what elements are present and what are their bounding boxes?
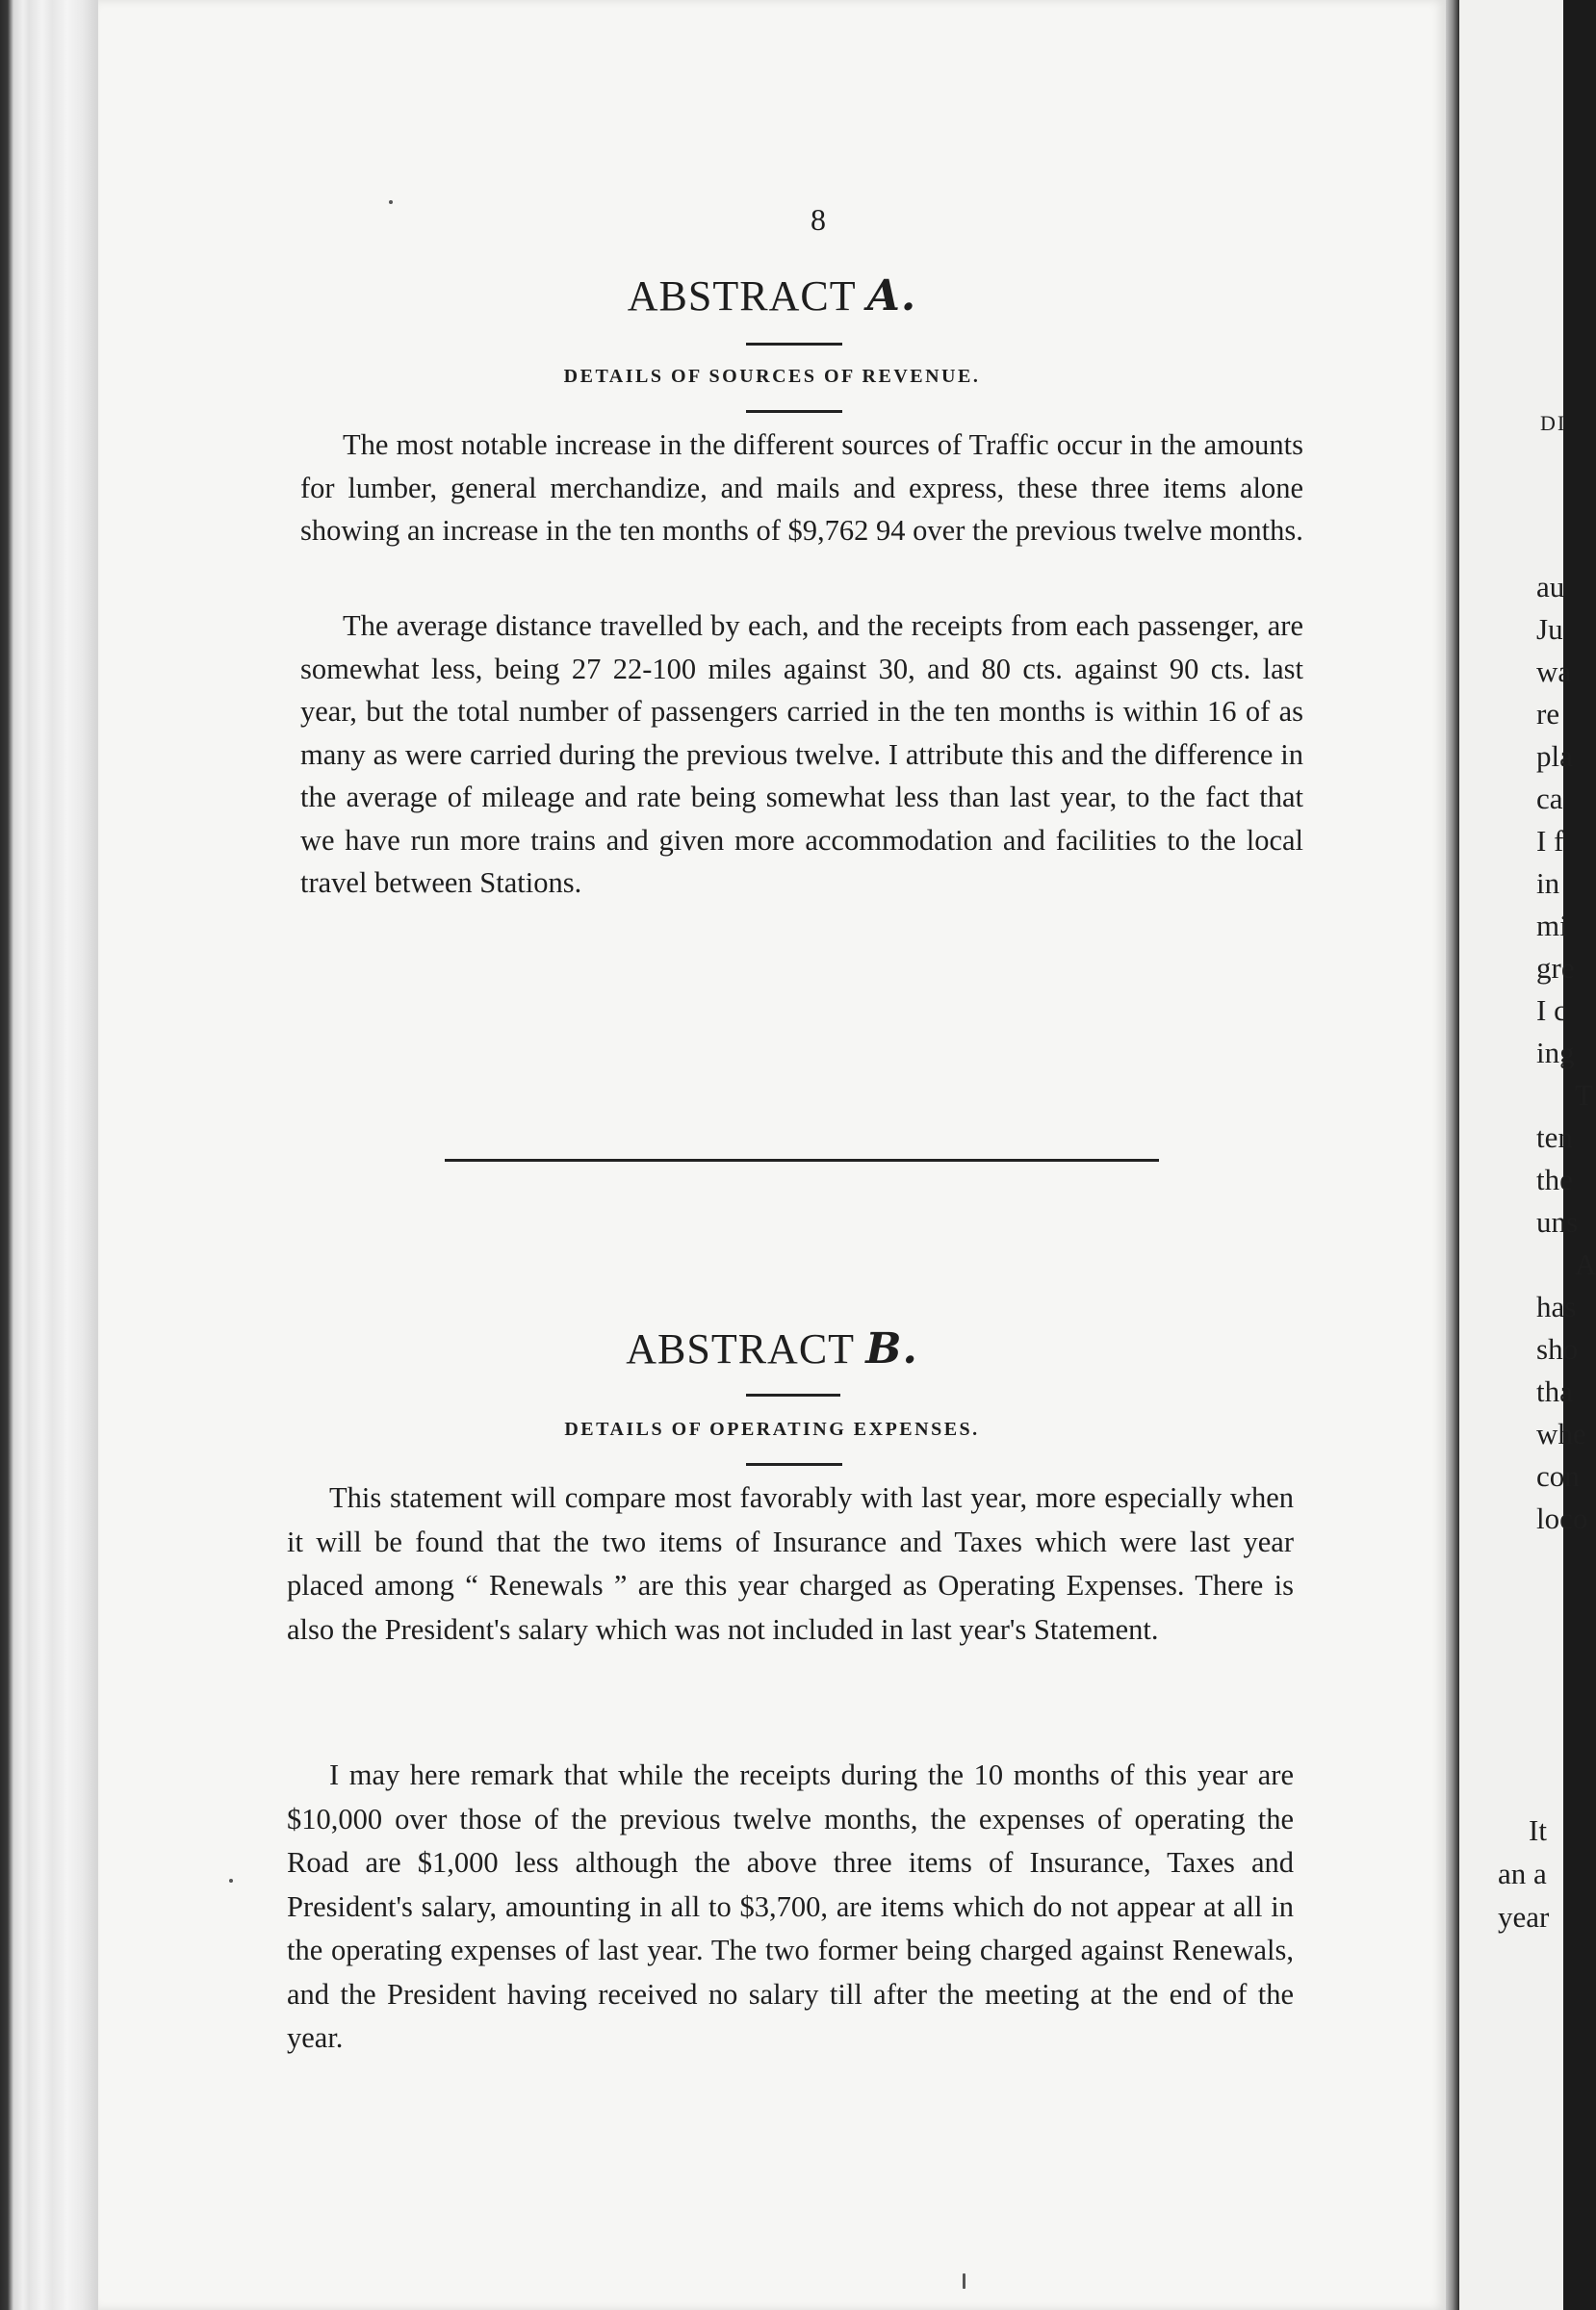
adjacent-page-line: in [1536,866,1560,900]
adjacent-page-line: an a [1498,1857,1547,1890]
abstract-b-title [98,1324,1446,1373]
adjacent-page-line: au [1536,570,1565,603]
abstract-a-subheading-rule [746,410,842,413]
adjacent-page-line: ten [1536,1120,1573,1154]
abstract-b-paragraph-2: I may here remark that while the receipts during the 10 months of this year are $10,000 over those of the previous twelve months, the expenses of operating the Road are $1,000 less although the above three items of Insurance, Taxes and President's salary, amounting in all to $3,700, are items which do not appear at all in the operating expenses of last year. The two former being charged against Renewals, and the President having received no salary till after the meeting at the end of the year. [287,1758,1294,2054]
adjacent-page-line: re [1536,697,1560,731]
abstract-b-subheading-rule [746,1463,842,1466]
page-gutter [1446,0,1459,2310]
abstract-a-paragraph-1: The most notable increase in the different sources of Traffic occur in the amounts for lumber, general merchandize, and mails and express, these three items alone showing an increase in the ten months of $9,762 94 over the previous twelve months. [300,428,1303,547]
abstract-a-title-word: ABSTRACT [627,272,856,320]
abstract-a-title-rule [746,343,842,346]
adjacent-page-line: has [1536,1290,1577,1323]
adjacent-page-line: tha [1536,1374,1573,1408]
adjacent-page-line: I f [1536,824,1564,858]
book-binding-edge [0,0,98,2310]
adjacent-page-line: A [1575,1247,1596,1281]
adjacent-page-line: whe [1536,1417,1586,1450]
abstract-a-title [98,271,1446,321]
adjacent-page-line: T [1575,1078,1593,1112]
adjacent-page-line: loco [1536,1502,1588,1535]
adjacent-page-line: It [1529,1813,1547,1847]
abstract-b-title-rule [746,1394,840,1397]
print-speck [963,2273,965,2289]
print-speck [229,1879,233,1883]
abstract-b-title-letter: B. [865,1324,918,1373]
adjacent-page-line: ca [1536,782,1563,815]
abstract-b-subheading: DETAILS OF OPERATING EXPENSES. [564,1419,980,1440]
adjacent-page-line: ing [1536,1036,1575,1069]
abstract-a-paragraph-2: The average distance travelled by each, and the receipts from each passenger, are somewhat less, being 27 22-100 miles against 30, and 80 cts. against 90 cts. last year, but the total number of passengers carried in the ten months is within 16 of as many as were carried during the previous twelve. I attribute this and the difference in the average of mileage and rate being somewhat less than last year, to the fact that we have run more trains and given more accommodation and facilities to the local travel between Stations. [300,609,1303,899]
adjacent-page-line: I c [1536,993,1567,1027]
page-number: 8 [811,202,826,237]
adjacent-page-line: mi [1536,909,1568,942]
print-speck [389,200,393,204]
adjacent-page-line: uns [1536,1205,1579,1239]
adjacent-page-line: sho [1536,1332,1579,1366]
adjacent-page-heading-fragment: DI [1540,411,1567,435]
abstract-b-title-word: ABSTRACT [626,1325,855,1373]
adjacent-page-line: wa [1536,654,1572,688]
adjacent-page-line: year [1498,1900,1550,1934]
adjacent-page-line: con [1536,1459,1580,1493]
adjacent-page-line: Ju [1536,612,1563,646]
section-divider [445,1159,1159,1162]
abstract-a-title-letter: A. [866,271,917,321]
adjacent-page-line: pla [1536,739,1573,773]
abstract-a-subheading: DETAILS OF SOURCES OF REVENUE. [563,366,981,387]
adjacent-page-line: the [1536,1163,1573,1196]
abstract-b-paragraph-1: This statement will compare most favorably with last year, more especially when it will be found that the two items of Insurance and Taxes which were last year placed among “ Renewals ” are this year charged as Operating Expenses. There is also the President's salary which was not included in last year's Statement. [287,1481,1294,1646]
adjacent-page-line: gre [1536,951,1575,985]
adjacent-page [1459,0,1596,2310]
